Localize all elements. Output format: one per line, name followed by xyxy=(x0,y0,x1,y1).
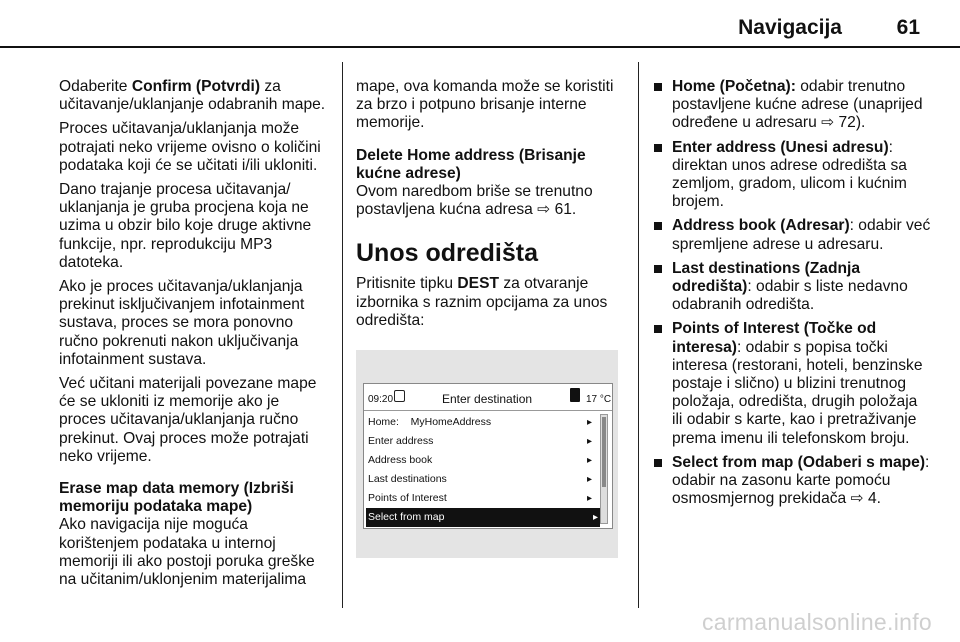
heading-destination-entry: Unos odredišta xyxy=(356,239,538,268)
text: za otvaranje izbornika s raznim opcijama za unos odredišta: xyxy=(356,275,608,329)
phone-icon xyxy=(570,388,580,402)
scrollbar-thumb[interactable] xyxy=(602,417,606,487)
destination-options-list xyxy=(652,78,932,508)
list-item xyxy=(652,260,932,315)
column-divider-2 xyxy=(638,62,639,608)
menu-item-enter-address[interactable] xyxy=(368,432,594,451)
menu-item-home[interactable] xyxy=(368,413,594,432)
list-item xyxy=(652,217,932,253)
header-rule xyxy=(0,46,960,48)
list-item xyxy=(652,454,932,509)
home-value: MyHomeAddress xyxy=(410,416,492,429)
column-2 xyxy=(356,78,628,558)
screen-illustration xyxy=(356,350,618,558)
bullet-icon xyxy=(654,265,662,273)
dest-key: DEST xyxy=(457,275,499,293)
text: Odaberite xyxy=(59,78,132,95)
paragraph-estimate: Dano trajanje procesa učitavanja/ uklanjanja je gruba procjena koja ne uzima u obzir bilo koje druge aktivne funkcije, npr. reprodukciju MP3 datoteka. xyxy=(59,181,312,271)
page-header xyxy=(0,0,960,46)
bullet-icon xyxy=(654,459,662,467)
item-term: Select from map (Odaberi s mape) xyxy=(672,453,926,471)
item-term: Points of Interest (Točke od interesa) xyxy=(672,320,877,356)
menu-item-last-destinations[interactable] xyxy=(368,470,594,489)
item-text: odabir trenutno postavljene kućne adrese (unaprijed određene u adresaru ⇨ 72). xyxy=(672,78,923,132)
paragraph-interrupt: Ako je proces učitavanja/uklanjanja prekinut isključivanjem infotainment sustava, proces se mora ponovno ručno pokrenuti nakon uključivanja infotainment sustava. xyxy=(59,278,305,368)
menu-item-label: Enter address xyxy=(368,435,434,448)
clock: 09:20 xyxy=(368,394,394,406)
item-term: Last destinations (Zadnja odredišta) xyxy=(672,259,861,296)
menu-item-address-book[interactable] xyxy=(368,451,594,470)
chevron-right-icon: ▸ xyxy=(586,455,592,467)
menu-item-select-from-map[interactable] xyxy=(366,508,600,527)
chevron-right-icon: ▸ xyxy=(586,474,592,486)
paragraph-delete: Ovom naredbom briše se trenutno postavljena kućna adresa ⇨ 61. xyxy=(356,183,593,219)
item-text: : direktan unos adrese odredišta sa zemljom, gradom, ulicom i kućnim brojem. xyxy=(672,138,907,211)
item-text: : odabir s popisa točki interesa (restorani, hoteli, benzinske postaje i slično) u blizini trenutnog položaja, odredišta, drugih položaja ili odabir s karte, kao i pretraživanje prema imenu ili telefonskom broju. xyxy=(672,338,923,447)
menu-item-label: Points of Interest xyxy=(368,492,447,505)
column-1 xyxy=(59,78,329,595)
scrollbar[interactable] xyxy=(600,414,608,524)
column-3 xyxy=(652,78,932,514)
subheading-delete-home: Delete Home address (Brisanje kućne adrese) xyxy=(356,146,586,182)
screen-status-bar xyxy=(364,384,612,411)
text: za učitavanje/uklanjanje odabranih mape. xyxy=(59,78,326,114)
item-text: : odabir već spremljene adrese u adresaru. xyxy=(672,217,931,253)
chevron-right-icon: ▸ xyxy=(586,417,592,429)
paragraph-confirm xyxy=(59,78,329,114)
confirm-term: Confirm (Potvrdi) xyxy=(131,78,261,95)
item-text: : odabir na zasonu karte pomoću osmosmjernog prekidača ⇨ 4. xyxy=(672,453,930,508)
subheading-erase-map: Erase map data memory (Izbriši memoriju podataka mape) xyxy=(59,480,294,516)
bullet-icon xyxy=(654,83,662,91)
page-number: 61 xyxy=(896,16,920,39)
text: Pritisnite tipku xyxy=(356,275,458,293)
bullet-icon xyxy=(654,325,662,333)
list-item xyxy=(652,320,932,447)
screen-title: Enter destination xyxy=(442,392,533,407)
menu-item-label: Address book xyxy=(368,454,433,467)
watermark: carmanualsonline.info xyxy=(701,609,932,635)
paragraph-removed: Već učitani materijali povezane mape će se ukloniti iz memorije ako je proces učitavanja/uklanjanja ručno prekinut. Ovaj proces može potrajati neko vrijeme. xyxy=(59,375,317,465)
menu-item-points-of-interest[interactable] xyxy=(368,489,594,508)
column-divider-1 xyxy=(342,62,343,608)
item-term: Enter address (Unesi adresu) xyxy=(672,138,889,156)
paragraph-memory: mape, ova komanda može se koristiti za brzo i potpuno brisanje interne memorije. xyxy=(356,78,614,132)
item-term: Address book (Adresar) xyxy=(672,217,850,235)
list-item xyxy=(652,139,932,212)
chevron-right-icon: ▸ xyxy=(586,436,592,448)
paragraph-dest xyxy=(356,275,628,330)
home-label: Home: xyxy=(368,416,399,429)
paragraph-duration: Proces učitavanja/uklanjanja može potrajati neko vrijeme ovisno o količini podataka koji će se učitati i/ili ukloniti. xyxy=(59,120,321,174)
chevron-right-icon: ▸ xyxy=(586,493,592,505)
bullet-icon xyxy=(654,222,662,230)
display-screen xyxy=(363,383,613,529)
item-term: Home (Početna): xyxy=(672,78,796,95)
temperature: 17 °C xyxy=(586,394,612,406)
back-icon xyxy=(394,390,405,402)
section-title: Navigacija xyxy=(738,16,842,39)
list-item xyxy=(652,78,932,133)
chevron-right-icon: ▸ xyxy=(592,512,598,524)
item-text: : odabir s liste nedavno odabranih odredišta. xyxy=(672,278,908,314)
menu-item-label: Select from map xyxy=(368,511,445,524)
bullet-icon xyxy=(654,144,662,152)
paragraph-erase: Ako navigacija nije moguća korištenjem podataka u internoj memoriji ili ako postoji poruka greške na učitanim/uklonjenim materijalima xyxy=(59,516,315,589)
menu-item-label: Last destinations xyxy=(368,473,447,486)
